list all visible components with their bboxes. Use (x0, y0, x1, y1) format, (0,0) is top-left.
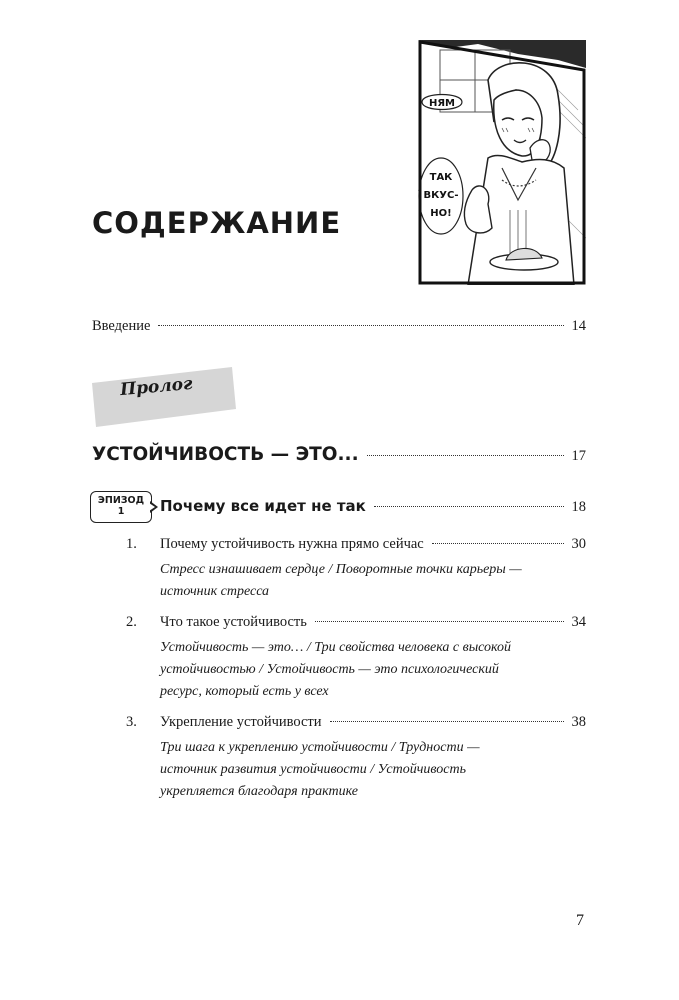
toc-entry-episode-title: Почему все идет не так (160, 497, 366, 515)
episode-badge (90, 491, 152, 523)
toc-entry-intro-page: 14 (571, 318, 586, 334)
prolog-tag-label: Пролог (119, 373, 194, 401)
dot-leader (158, 325, 564, 326)
chapter-description-line: устойчивостью / Устойчивость — это психологический (160, 662, 499, 677)
episode-arrow-inner (149, 503, 155, 511)
chapter-title: Почему устойчивость нужна прямо сейчас (160, 536, 424, 552)
toc-entry-episode[interactable] (160, 497, 586, 516)
chapter-description-line: Устойчивость — это… / Три свойства человека с высокой (160, 640, 512, 655)
toc-entry-chapter-3[interactable] (160, 714, 586, 731)
chapter-number: 3. (126, 714, 137, 730)
toc-entry-intro[interactable] (92, 318, 586, 335)
toc-entry-episode-page: 18 (571, 499, 586, 515)
toc-entry-chapter-2[interactable] (160, 614, 586, 631)
chapter-number: 1. (126, 536, 137, 552)
chapter-page: 38 (571, 714, 586, 730)
dot-leader (374, 506, 564, 507)
chapter-description-line: источник стресса (160, 584, 270, 599)
chapter-description-line: Стресс изнашивает сердце / Поворотные точки карьеры — (160, 562, 522, 577)
episode-badge-label: ЭПИЗОД (97, 495, 145, 506)
bubble-text-line-3: НО! (430, 208, 452, 219)
toc-entry-part[interactable] (92, 444, 586, 465)
bubble-text-line-2: ВКУС- (423, 190, 459, 201)
toc-entry-part-title: УСТОЙЧИВОСТЬ — ЭТО... (92, 444, 359, 465)
chapter-description (160, 637, 560, 703)
chapter-description-line: укрепляется благодаря практике (160, 784, 358, 799)
chapter-description-line: источник развития устойчивости / Устойчивость (160, 762, 466, 777)
dot-leader (432, 543, 564, 544)
chapter-title: Укрепление устойчивости (160, 714, 322, 730)
toc-title: СОДЕРЖАНИЕ (92, 206, 342, 240)
dot-leader (315, 621, 564, 622)
toc-entry-part-page: 17 (571, 448, 586, 464)
bubble-text-line-1: ТАК (429, 172, 453, 183)
manga-illustration (418, 40, 586, 285)
dot-leader (330, 721, 564, 722)
chapter-description (160, 737, 560, 803)
bubble-text-top: НЯМ (428, 98, 456, 109)
chapter-title: Что такое устойчивость (160, 614, 307, 630)
page-number: 7 (576, 912, 584, 929)
chapter-page: 34 (571, 614, 586, 630)
toc-entry-intro-label: Введение (92, 318, 151, 334)
episode-badge-number: 1 (117, 506, 125, 517)
dot-leader (367, 455, 564, 456)
chapter-number: 2. (126, 614, 137, 630)
chapter-description-line: ресурс, который есть у всех (160, 684, 329, 699)
chapter-description-line: Три шага к укреплению устойчивости / Трудности — (160, 740, 480, 755)
toc-entry-chapter-1[interactable] (160, 536, 586, 553)
chapter-description (160, 559, 560, 603)
chapter-page: 30 (571, 536, 586, 552)
